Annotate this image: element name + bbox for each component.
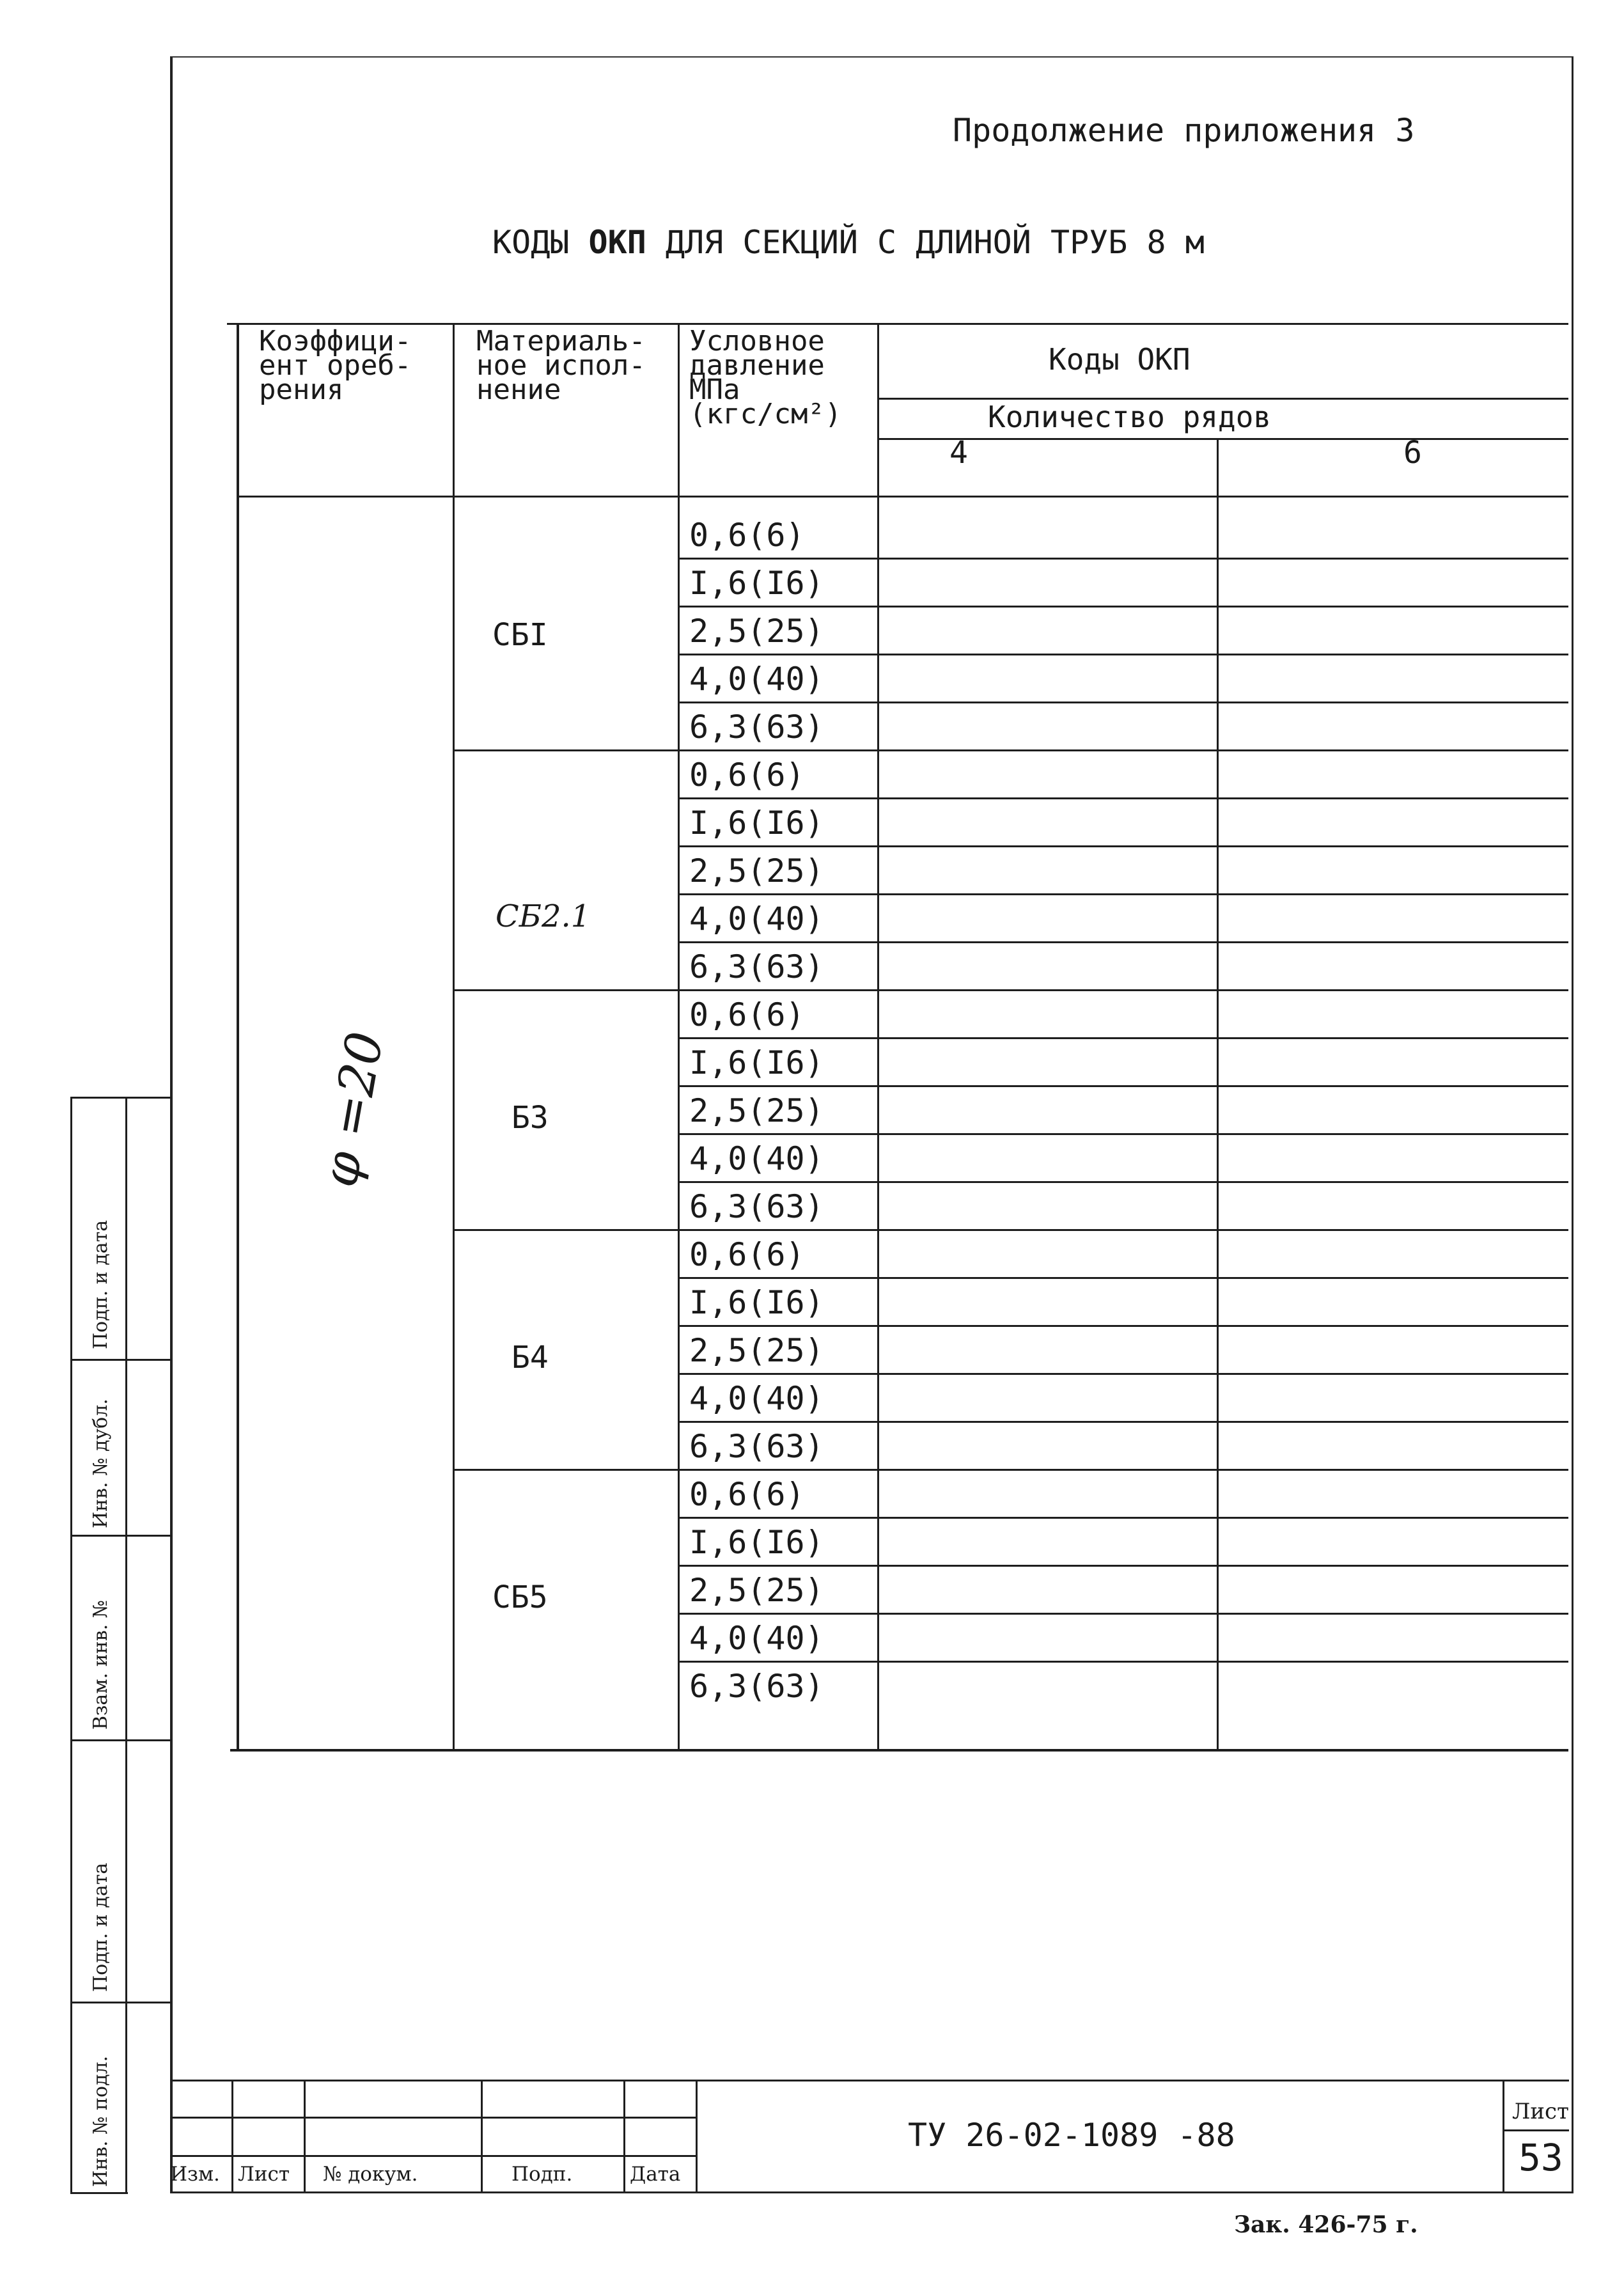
row-line [877, 654, 1568, 655]
pressure-cell: 6,3(63) [679, 703, 877, 751]
pressure-cell: 4,0(40) [679, 655, 877, 703]
stamp-label-doc-no: № докум. [323, 2163, 418, 2186]
pressure-cell: 4,0(40) [679, 1375, 877, 1423]
order-number: Зак. 426-75 г. [1234, 2211, 1418, 2238]
pressure-cell: 0,6(6) [679, 512, 877, 560]
row-line [877, 1421, 1568, 1423]
pressure-cell: I,6(I6) [679, 560, 877, 607]
pressure-cell: 2,5(25) [679, 1567, 877, 1615]
header-col-4: 4 [949, 435, 968, 471]
row-line [877, 1517, 1568, 1519]
row-line [877, 702, 1568, 703]
stamp-label-date: Дата [630, 2163, 681, 2186]
pressure-cell: 4,0(40) [679, 895, 877, 943]
row-line [877, 749, 1568, 751]
material-sb1: СБI [492, 617, 548, 653]
page-title: КОДЫ ОКП ДЛЯ СЕКЦИЙ С ДЛИНОЙ ТРУБ 8 м [492, 224, 1205, 261]
row-line [877, 1325, 1568, 1327]
document-number: ТУ 26-02-1089 -88 [908, 2117, 1235, 2154]
row-line [877, 1037, 1568, 1039]
pressure-cell: I,6(I6) [679, 799, 877, 847]
stamp-label-change: Изм. [170, 2163, 220, 2186]
row-line [877, 1133, 1568, 1135]
pressure-cell: 0,6(6) [679, 1471, 877, 1519]
material-b3: Б3 [511, 1100, 549, 1136]
material-sb2-1: СБ2.1 [496, 898, 591, 934]
row-line [877, 893, 1568, 895]
row-line [877, 797, 1568, 799]
pressure-cell: 6,3(63) [679, 943, 877, 991]
pressure-cell: 6,3(63) [679, 1183, 877, 1231]
side-label-orig-inv: Инв. № подл. [90, 2055, 112, 2187]
sheet-label: Лист [1512, 2099, 1569, 2124]
row-line [877, 1229, 1568, 1231]
row-line [877, 1469, 1568, 1471]
pressure-cell: 4,0(40) [679, 1135, 877, 1183]
row-line [877, 1085, 1568, 1087]
pressure-cell: 6,3(63) [679, 1423, 877, 1471]
pressure-cell: 4,0(40) [679, 1615, 877, 1663]
pressure-cell: 0,6(6) [679, 1231, 877, 1279]
pressure-cell: 0,6(6) [679, 991, 877, 1039]
pressure-cell: 6,3(63) [689, 1668, 824, 1705]
row-line [877, 606, 1568, 607]
material-b4: Б4 [511, 1340, 549, 1376]
side-label-sign-date-1: Подп. и дата [90, 1219, 112, 1349]
header-coefficient: Коэффици- ент ореб- рения [259, 325, 412, 406]
header-col-6: 6 [1403, 435, 1422, 471]
side-label-dup-inv: Инв. № дубл. [90, 1399, 112, 1528]
header-pressure: Условное давление МПа (кгс/см²) [689, 325, 842, 430]
row-line [877, 558, 1568, 560]
header-rows-count: Количество рядов [988, 400, 1272, 434]
side-label-sign-date-2: Подп. и дата [90, 1862, 112, 1992]
row-line [877, 1565, 1568, 1567]
row-line [877, 989, 1568, 991]
pressure-cell: I,6(I6) [679, 1039, 877, 1087]
row-line [877, 1661, 1568, 1663]
row-line [877, 1373, 1568, 1375]
side-label-replace-inv: Взам. инв. № [90, 1599, 112, 1730]
stamp-label-signature: Подп. [511, 2163, 573, 2186]
row-line [877, 845, 1568, 847]
material-sb5: СБ5 [492, 1579, 548, 1615]
pressure-cell: I,6(I6) [679, 1519, 877, 1567]
pressure-cell: 2,5(25) [679, 1327, 877, 1375]
pressure-cell: 2,5(25) [679, 1087, 877, 1135]
row-line [877, 1181, 1568, 1183]
pressure-cell: I,6(I6) [679, 1279, 877, 1327]
sheet-number: 53 [1519, 2136, 1563, 2179]
header-okp-codes: Коды ОКП [1049, 342, 1191, 377]
pressure-cell: 0,6(6) [679, 751, 877, 799]
header-material: Материаль- ное испол- нение [476, 325, 646, 406]
coefficient-value: φ =20 [311, 1028, 395, 1191]
row-line [877, 1277, 1568, 1279]
pressure-cell: 2,5(25) [679, 847, 877, 895]
pressure-cell: 2,5(25) [679, 607, 877, 655]
stamp-label-sheet: Лист [238, 2163, 290, 2186]
continuation-note: Продолжение приложения 3 [953, 112, 1415, 149]
row-line [877, 1613, 1568, 1615]
row-line [877, 941, 1568, 943]
